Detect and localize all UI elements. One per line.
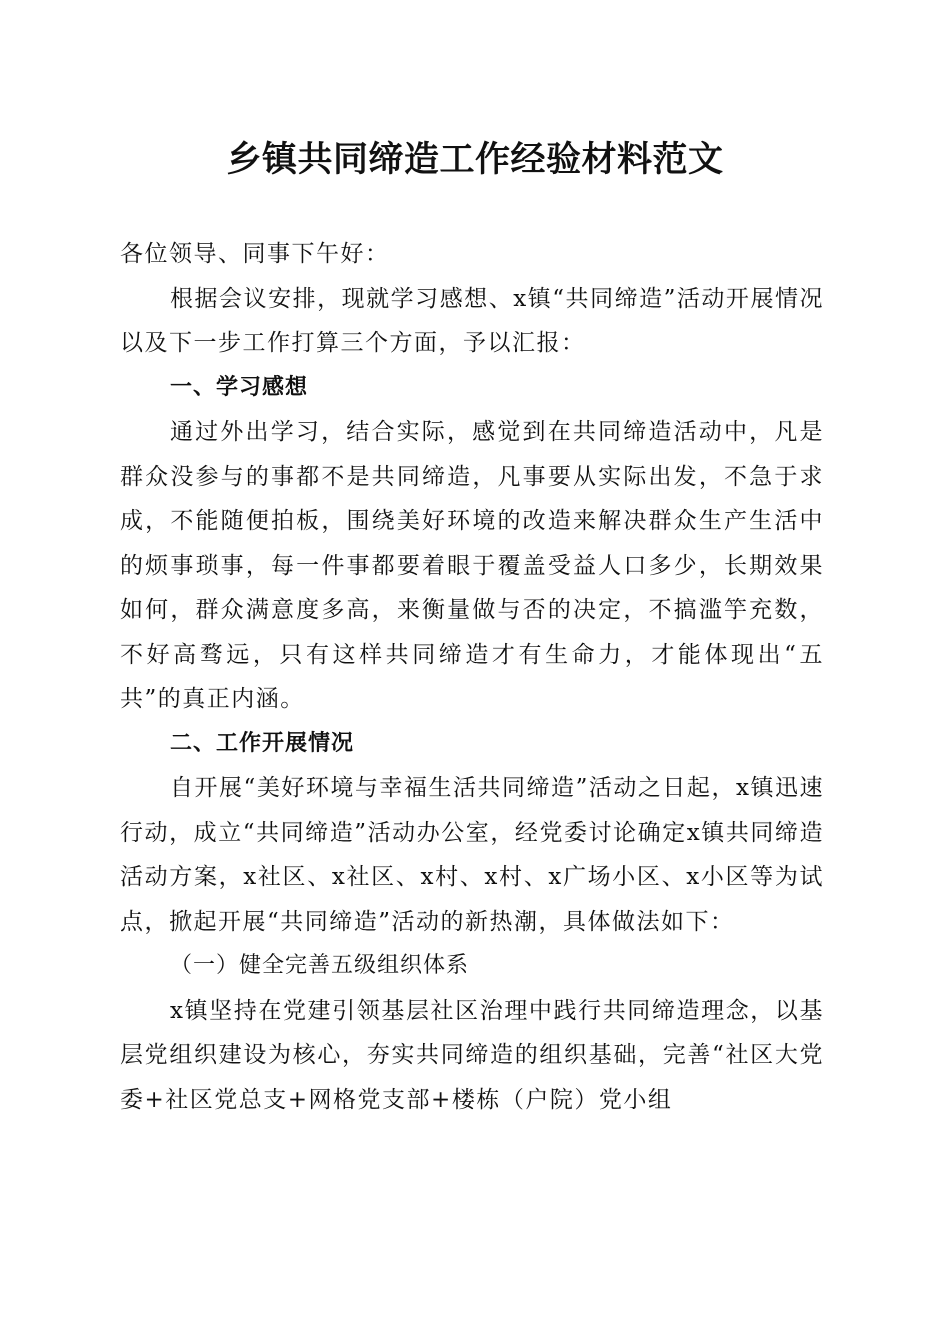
section-2-paragraph: 自开展“美好环境与幸福生活共同缔造”活动之日起，x镇迅速行动，成立“共同缔造”活动办公室，经党委讨论确定x镇共同缔造活动方案，x社区、x社区、x村、x村、x广场小区、x小区等为试点，掀起开展“共同缔造”活动的新热潮，具体做法如下： [120, 775, 824, 935]
section-2-heading: 二、工作开展情况 [170, 730, 355, 756]
salutation: 各位领导、同事下午好： [120, 241, 390, 267]
document-body [120, 232, 824, 1122]
subsection-1-heading: （一）健全完善五级组织体系 [170, 953, 470, 978]
subsection-1-paragraph: x镇坚持在党建引领基层社区治理中践行共同缔造理念，以基层党组织建设为核心，夯实共同缔造的组织基础，完善“社区大党委+社区党总支+网格党支部+楼栋（户院）党小组 [120, 997, 824, 1113]
section-1-paragraph: 通过外出学习，结合实际，感觉到在共同缔造活动中，凡是群众没参与的事都不是共同缔造，凡事要从实际出发，不急于求成，不能随便拍板，围绕美好环境的改造来解决群众生产生活中的烦事琐事，每一件事都要着眼于覆盖受益人口多少，长期效果如何，群众满意度多高，来衡量做与否的决定，不搞滥竽充数，不好高骛远，只有这样共同缔造才有生命力，才能体现出“五共”的真正内涵。 [120, 419, 824, 712]
intro-paragraph: 根据会议安排，现就学习感想、x镇“共同缔造”活动开展情况以及下一步工作打算三个方面，予以汇报： [120, 285, 824, 356]
document-title: 乡镇共同缔造工作经验材料范文 [226, 140, 724, 180]
section-1-heading: 一、学习感想 [170, 374, 309, 400]
